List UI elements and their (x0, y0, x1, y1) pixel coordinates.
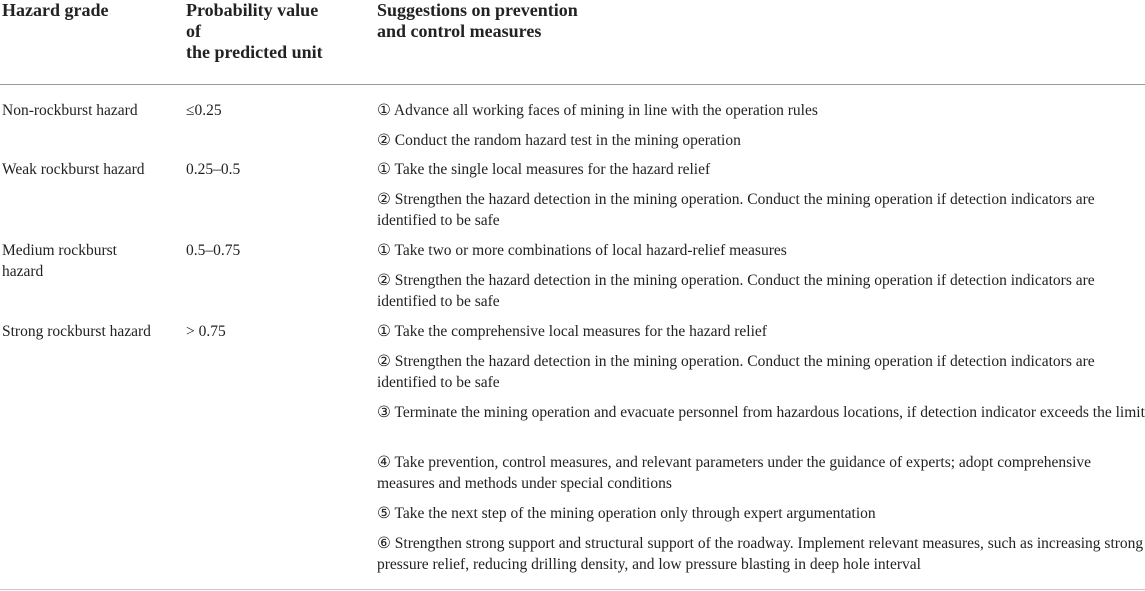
header-suggestions-line: Suggestions on prevention (377, 0, 578, 20)
header-suggestions (377, 0, 677, 42)
measure-item: ⑥ Strengthen strong support and structural support of the roadway. Implement relevant measures, such as increasing strong pressure relief, reducing drilling density, and low pressure blasting in deep hole interval (377, 535, 1144, 573)
measure-item: ② Conduct the random hazard test in the mining operation (377, 132, 741, 149)
row-grade-weak: Weak rockburst hazard (2, 161, 145, 178)
header-hazard-grade-line: Hazard grade (2, 0, 109, 20)
measure-item: ② Strengthen the hazard detection in the mining operation. Conduct the mining operation if detection indicators are identified to be safe (377, 353, 1095, 391)
header-probability-line: Probability value (186, 0, 319, 20)
row-probability-weak: 0.25–0.5 (186, 161, 241, 178)
measure-item: ⑤ Take the next step of the mining operation only through expert argumentation (377, 505, 876, 522)
row-probability-strong: > 0.75 (186, 323, 226, 340)
measure-item: ① Take the single local measures for the hazard relief (377, 161, 711, 178)
header-probability-line: of (186, 21, 201, 41)
header-hazard-grade (2, 0, 177, 21)
row-grade-medium: Medium rockburst hazard (2, 242, 117, 280)
measure-item: ② Strengthen the hazard detection in the mining operation. Conduct the mining operation if detection indicators are identified to be safe (377, 272, 1095, 310)
row-grade-non-rockburst: Non-rockburst hazard (2, 102, 138, 119)
header-probability-line: the predicted unit (186, 42, 323, 62)
header-suggestions-line: and control measures (377, 21, 542, 41)
measure-item: ① Take the comprehensive local measures for the hazard relief (377, 323, 767, 340)
measure-item: ④ Take prevention, control measures, and relevant parameters under the guidance of experts; adopt comprehensive measures and methods under special conditions (377, 454, 1092, 492)
table-header (0, 0, 1145, 85)
measure-item: ② Strengthen the hazard detection in the mining operation. Conduct the mining operation if detection indicators are identified to be safe (377, 191, 1095, 229)
table-bottom-rule (0, 589, 1145, 590)
header-probability (186, 0, 366, 63)
row-probability-medium: 0.5–0.75 (186, 242, 241, 259)
measure-item: ① Take two or more combinations of local hazard-relief measures (377, 242, 787, 259)
measure-item: ① Advance all working faces of mining in line with the operation rules (377, 102, 818, 119)
row-grade-strong: Strong rockburst hazard (2, 323, 151, 340)
measure-item: ③ Terminate the mining operation and evacuate personnel from hazardous locations, if detection indicator exceeds the limit (377, 404, 1145, 421)
row-probability-non-rockburst: ≤0.25 (186, 102, 222, 119)
